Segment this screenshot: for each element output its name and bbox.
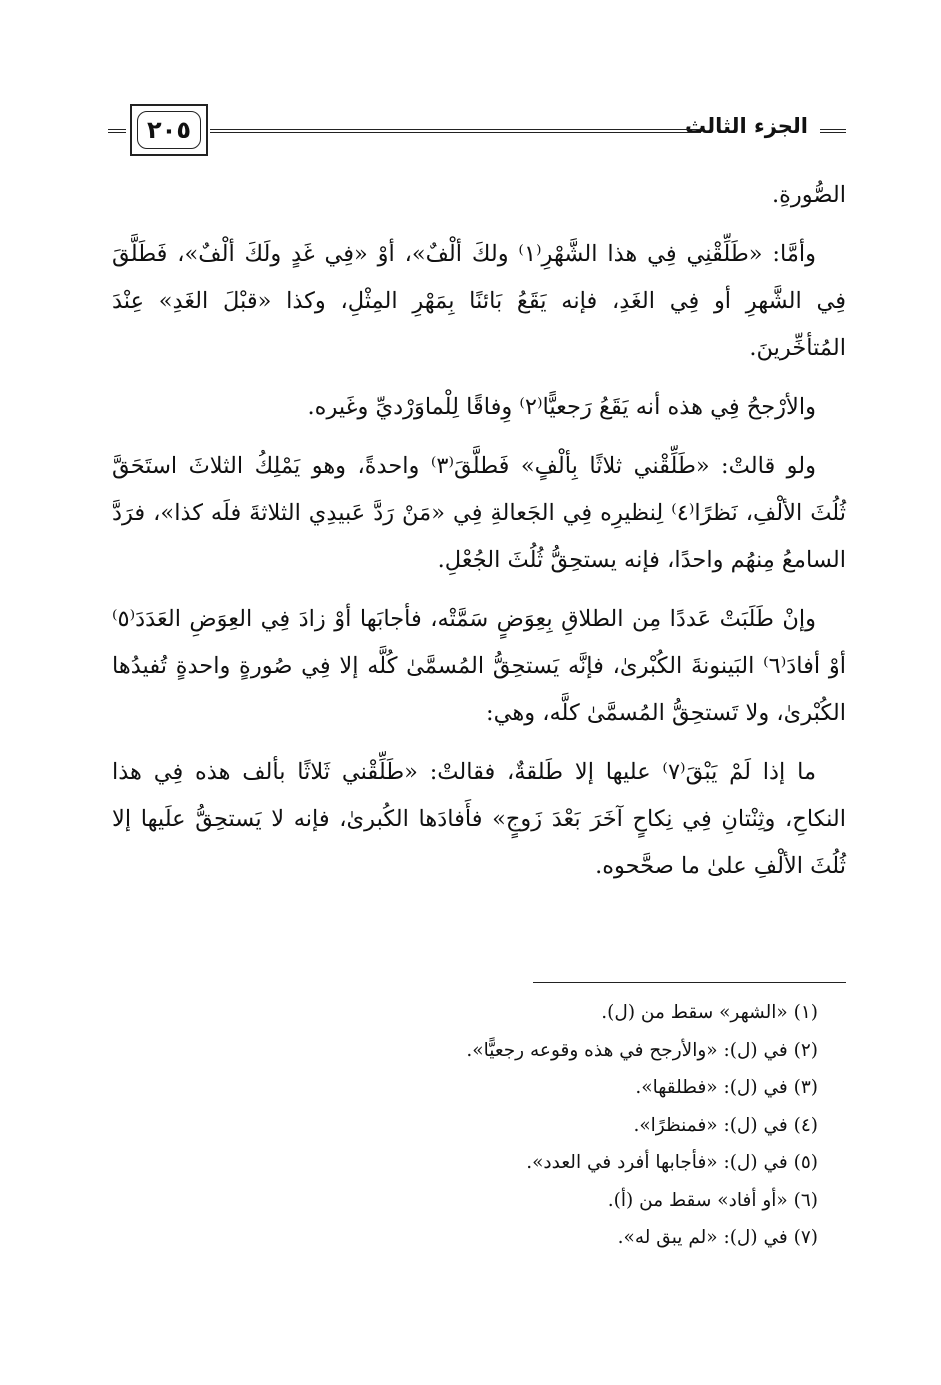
footnote-separator	[533, 982, 846, 983]
main-text	[112, 172, 846, 902]
page-number-frame	[130, 104, 208, 156]
running-title: الجزء الثالث	[685, 114, 808, 138]
footnote-2: (٢) في (ل): «والأرجح في هذه وقوعه رجعيًّا».	[466, 1039, 818, 1061]
footnotes	[112, 994, 818, 1257]
paragraph-6: ما إذا لَمْ يَبْقَ⁽٧⁾ عليها إلا طَلقةٌ، فقالتْ: «طَلِّقْني ثَلاثًا بألف هذه فِي هذا النكاحِ، وثِنْتانِ فِي نِكاحٍ آخَرَ بَعْدَ زَوجٍ» فأَفادَها الكُبرىٰ، فإنه لا يَستحِقُّ علَيها إلا ثُلُثَ الألْفِ علىٰ ما صحَّحوه.	[112, 759, 846, 879]
paragraph-5: وإنْ طَلَبَتْ عَددًا مِن الطلاقِ بِعِوَضٍ سَمَّتْه، فأجابَها أوْ زادَ فِي العِوَضِ العَدَدَ⁽٥⁾ أوْ أفادَ⁽٦⁾ البَينونةَ الكُبْرىٰ، فإنَّه يَستحِقُّ المُسمَّىٰ كُلَّه إلا فِي صُورةٍ واحدةٍ تُفيدُها الكُبْرىٰ، ولا تَستحِقُّ المُسمَّىٰ كلَّه، وهي:	[112, 606, 846, 726]
header-rule-left	[108, 129, 126, 133]
paragraph-1: الصُّورةِ.	[771, 182, 846, 208]
paragraph-3: والأرْجحُ فِي هذه أنه يَقَعُ رَجعيًّا⁽٢⁾ وِفاقًا لِلْماوَرْديِّ وغَيره.	[307, 394, 816, 420]
footnote-3: (٣) في (ل): «فطلقها».	[635, 1077, 818, 1098]
page-header	[108, 100, 846, 162]
page-number: ٢٠٥	[137, 111, 201, 149]
header-rule-right	[820, 129, 846, 133]
header-rule	[210, 129, 701, 133]
paragraph-2: وأمَّا: «طَلِّقْنِي فِي هذا الشَّهْرِ⁽١⁾ ولكَ ألْفٌ»، أوْ «فِي غَدٍ ولَكَ ألْفٌ»، فَطَلَّقَ فِي الشَّهرِ أو فِي الغَدِ، فإنه يَقَعُ بَائنًا بِمَهْرِ المِثْلِ، وكذا «قبْلَ الغَدِ» عِنْدَ المُتأخِّرينَ.	[112, 241, 846, 361]
footnote-1: (١) «الشهر» سقط من (ل).	[601, 1002, 818, 1023]
footnote-4: (٤) في (ل): «فمنظرًا».	[633, 1114, 818, 1136]
footnote-6: (٦) «أو أفاد» سقط من (أ).	[607, 1189, 818, 1211]
paragraph-4: ولو قالتْ: «طَلِّقْني ثلاثًا بِألْفٍ» فَطلَّقَ⁽٣⁾ واحدةً، وهو يَمْلِكُ الثلاثَ استَحَقَّ ثُلُثَ الألْفِ، نَظرًا⁽٤⁾ لِنظيرِه فِي الجَعالةِ فِي «مَنْ رَدَّ عَبيدِي الثلاثةَ فلَه كذا»، فرَدَّ السامعُ مِنهُم واحدًا، فإنه يستحِقُّ ثُلُثَ الجُعْلِ.	[112, 453, 846, 573]
footnote-7: (٧) في (ل): «لم يبق له».	[617, 1227, 818, 1248]
footnote-5: (٥) في (ل): «فأجابها أفرد في العدد».	[526, 1152, 818, 1173]
